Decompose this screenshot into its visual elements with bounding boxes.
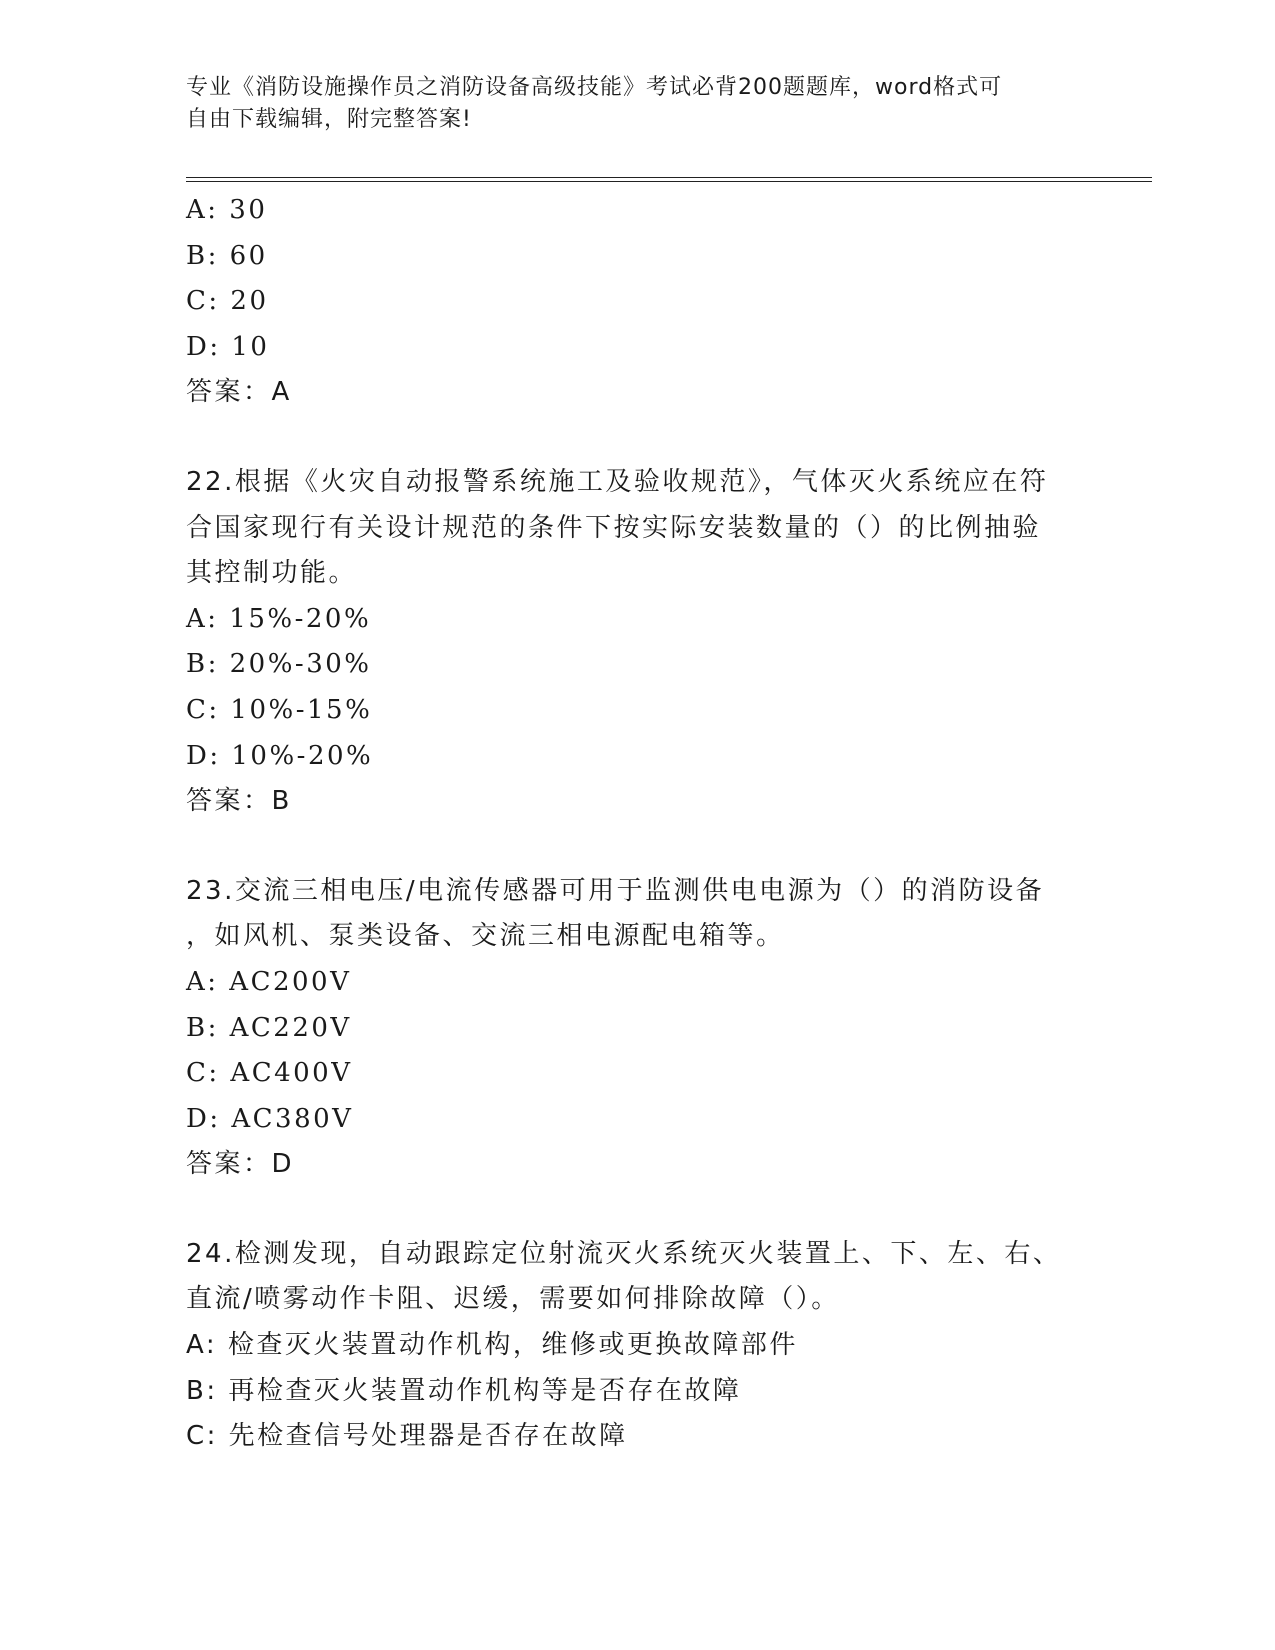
option-c: C: 10%-15% (186, 694, 373, 725)
question-text-line: 22.根据《火灾自动报警系统施工及验收规范》，气体灭火系统应在符 (186, 466, 1049, 497)
answer-line: 答案：B (186, 786, 292, 817)
header-line-1: 专业《消防设施操作员之消防设备高级技能》考试必背200题题库，word格式可 (186, 75, 1003, 100)
option-a: A: 15%-20% (186, 603, 372, 634)
option-a: A: 检查灭火装置动作机构，维修或更换故障部件 (186, 1330, 798, 1361)
option-d: D: 10 (186, 331, 270, 362)
question-text-line: 23.交流三相电压/电流传感器可用于监测供电电源为（）的消防设备 (186, 875, 1045, 906)
spacer (186, 825, 1086, 869)
option-b: B: 再检查灭火装置动作机构等是否存在故障 (186, 1375, 742, 1406)
question-text-line: 合国家现行有关设计规范的条件下按实际安装数量的（）的比例抽验 (186, 512, 1042, 543)
option-c: C: 20 (186, 286, 269, 317)
option-a: A: 30 (186, 195, 268, 225)
option-b: B: AC220V (186, 1012, 352, 1043)
header-divider-top (186, 177, 1152, 178)
spacer (186, 416, 1086, 460)
answer-line: 答案：A (186, 377, 292, 408)
question-21 (186, 188, 1086, 416)
header-line-2: 自由下载编辑，附完整答案! (186, 107, 472, 132)
option-c: C: AC400V (186, 1058, 353, 1089)
option-d: D: AC380V (186, 1103, 354, 1134)
question-list (186, 188, 1086, 1460)
question-text-line: ，如风机、泵类设备、交流三相电源配电箱等。 (186, 921, 785, 952)
question-text-line: 24.检测发现，自动跟踪定位射流灭火系统灭火装置上、下、左、右、 (186, 1238, 1062, 1269)
header-divider-bottom (186, 181, 1152, 182)
option-b: B: 60 (186, 240, 268, 271)
spacer (186, 1188, 1086, 1232)
answer-line: 答案：D (186, 1149, 295, 1180)
option-b: B: 20%-30% (186, 649, 372, 680)
question-22 (186, 460, 1086, 825)
question-24 (186, 1232, 1086, 1460)
question-text-line: 直流/喷雾动作卡阻、迟缓，需要如何排除故障（）。 (186, 1284, 840, 1315)
question-text-line: 其控制功能。 (186, 558, 358, 589)
document-header (186, 72, 1066, 136)
option-a: A: AC200V (186, 966, 352, 997)
question-23 (186, 869, 1086, 1188)
option-c: C: 先检查信号处理器是否存在故障 (186, 1421, 628, 1452)
option-d: D: 10%-20% (186, 740, 374, 771)
